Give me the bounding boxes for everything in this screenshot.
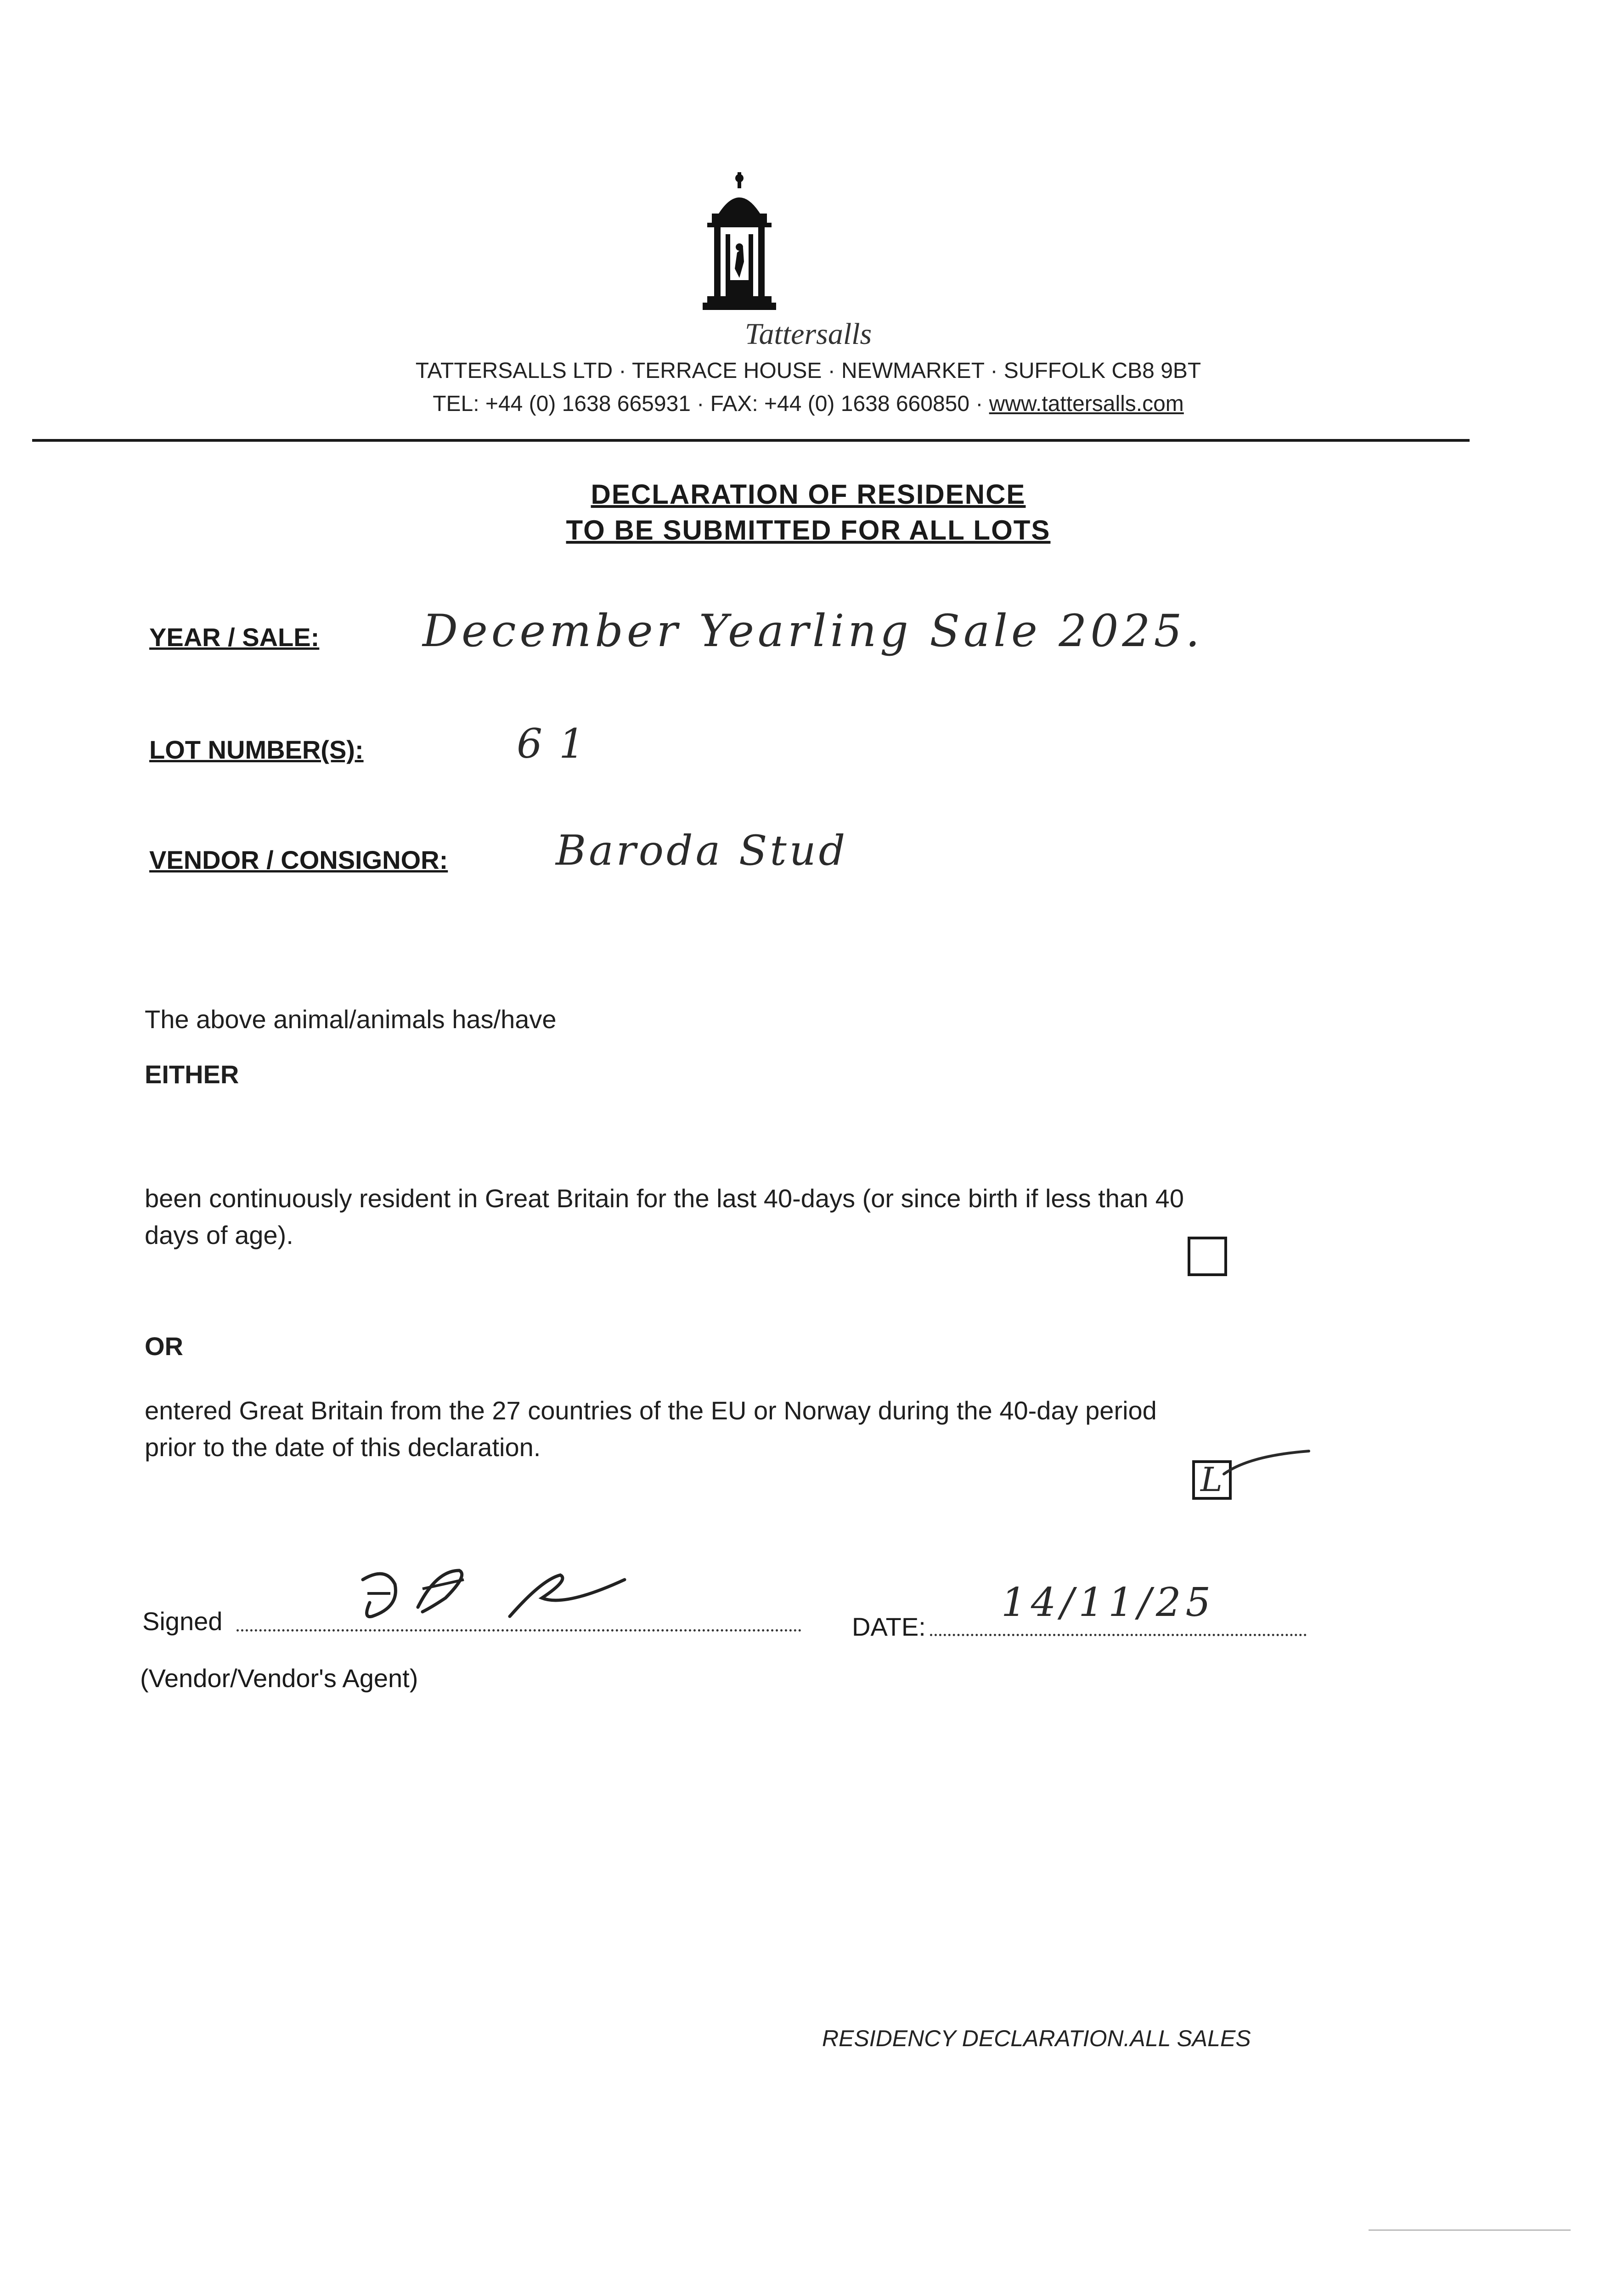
date-label: DATE: xyxy=(852,1612,926,1641)
option2-check-mark: L xyxy=(1200,1460,1223,1499)
signed-label: Signed xyxy=(142,1607,223,1636)
footer-rule xyxy=(1369,2229,1571,2231)
date-line xyxy=(930,1634,1307,1636)
contact-line xyxy=(276,391,1341,416)
contact-numbers: TEL: +44 (0) 1638 665931 · FAX: +44 (0) 1638 660850 · xyxy=(433,392,989,416)
option1-line2: days of age). xyxy=(145,1221,293,1249)
tattersalls-logo-icon xyxy=(693,170,785,321)
option1-checkbox[interactable] xyxy=(1188,1237,1227,1276)
option1-line1: been continuously resident in Great Britain for the last 40-days (or since birth if less than 40 xyxy=(145,1184,1184,1213)
either-label: EITHER xyxy=(145,1060,239,1089)
lot-numbers-label: LOT NUMBER(S): xyxy=(149,735,364,764)
document-title: DECLARATION OF RESIDENCE xyxy=(591,479,1026,510)
brand-name: Tattersalls xyxy=(744,317,872,351)
company-address: TATTERSALLS LTD · TERRACE HOUSE · NEWMARKET · SUFFOLK CB8 9BT xyxy=(415,359,1201,383)
vendor-consignor-label: VENDOR / CONSIGNOR: xyxy=(149,845,448,874)
year-sale-label: YEAR / SALE: xyxy=(149,623,320,652)
or-label: OR xyxy=(145,1332,183,1361)
signer-role: (Vendor/Vendor's Agent) xyxy=(140,1664,418,1693)
document-subtitle: TO BE SUBMITTED FOR ALL LOTS xyxy=(566,515,1051,546)
option2-line1: entered Great Britain from the 27 countries of the EU or Norway during the 40-day period xyxy=(145,1396,1157,1425)
handwritten-signature-icon[interactable] xyxy=(349,1552,643,1635)
form-reference: RESIDENCY DECLARATION.ALL SALES xyxy=(822,2026,1251,2051)
option2-line2: prior to the date of this declaration. xyxy=(145,1433,541,1462)
date-value[interactable]: 14/11/25 xyxy=(1001,1580,1216,1626)
check-stroke-icon xyxy=(1222,1446,1313,1483)
vendor-consignor-value[interactable]: Baroda Stud xyxy=(556,827,848,875)
header-divider xyxy=(32,439,1470,442)
lot-numbers-value[interactable]: 61 xyxy=(517,720,601,767)
intro-text: The above animal/animals has/have xyxy=(145,1005,557,1034)
year-sale-value[interactable]: December Yearling Sale 2025. xyxy=(423,605,1204,657)
website-link[interactable]: www.tattersalls.com xyxy=(989,392,1184,416)
